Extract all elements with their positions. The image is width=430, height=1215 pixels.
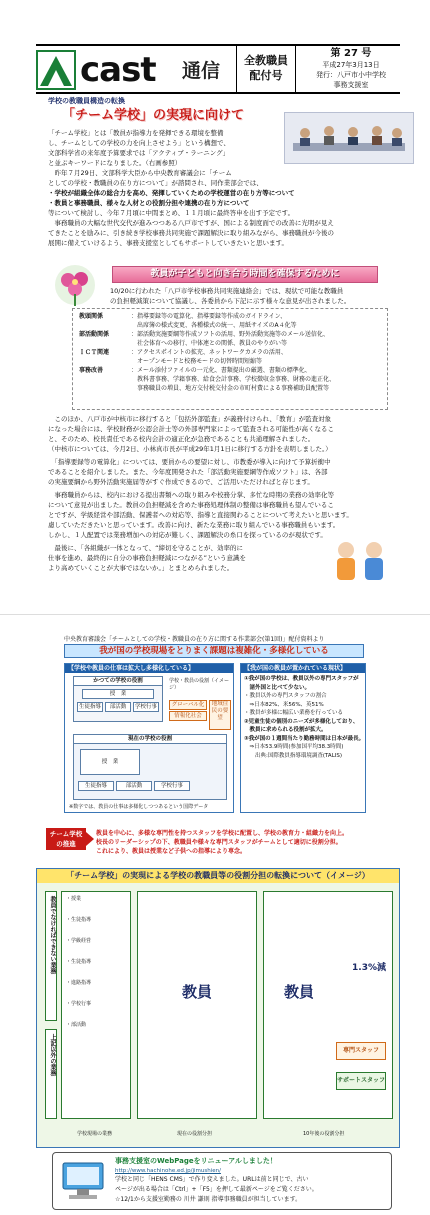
diagram2 — [36, 868, 400, 1148]
right-line: 出典:国際教員指導環境調査(TALIS) — [244, 752, 343, 759]
diagram1-left-panel — [64, 663, 234, 813]
table-row — [79, 366, 381, 375]
old-role-label: かつての学校の役割 — [74, 677, 162, 686]
old-teach-label: 授 業 — [82, 689, 154, 699]
row-key: ＩＣＴ関連 — [79, 349, 110, 356]
issue-number: 第 27 号 — [330, 48, 372, 59]
body-line: の実施要綱から野外活動実施届等がすぐ作成できるので、ご活用いただければと存じます。 — [48, 478, 314, 486]
team-line: 教員を中心に、多様な専門性を持つスタッフを学校に配置し、学校の教育力・組織力を向上。 — [96, 830, 349, 837]
intro-line: 10/20に行われた「八戸市学校事務共同実施連絡会」では、現状で可能な教職員 — [110, 287, 344, 295]
site-url-link[interactable]: http://www.hachinohe.ed.jp/jimushien/ — [115, 1168, 221, 1174]
col-other-tasks: 上記以外の業務 — [45, 1029, 57, 1119]
task-item: ・生徒指導 — [66, 917, 92, 923]
body-line: と、そのため、校長責任である校内会計の適正化が急務であることも共通理解されました。 — [48, 435, 315, 443]
issue-date: 平成27年3月13日 — [322, 61, 380, 69]
row-key — [79, 375, 131, 384]
row-value: ：アクセスポイントの拡充、ネットワークカメラの活用、 — [131, 349, 287, 356]
team-label-1: チーム学校 — [49, 830, 83, 838]
publisher: 発行：八戸市小中学校 — [316, 71, 386, 79]
article1-title: 「チーム学校」の実現に向けて — [62, 108, 245, 123]
old-life-label: 生徒指導 — [78, 704, 101, 710]
notice-line: 学校と同じ「HENS CMS」で作り変えました。URLは前と同じで、古い — [115, 1176, 309, 1183]
tag-globalization: グローバル化 — [169, 700, 207, 710]
row-key: 部活動関係 — [79, 331, 110, 338]
foot-label-current: 現在の役割分担 — [177, 1131, 213, 1137]
table-row — [79, 321, 381, 330]
row-value: ：部活動実施要綱等作成ソフトの活用、野外活動実施等のメール送信化、 — [131, 331, 329, 338]
old-events-label: 学校行事 — [134, 704, 157, 710]
article1-line: ・教員と事務職員、様々な人材との役割分担や連携の在り方について — [48, 199, 250, 207]
row-value: オープンモードと校務モードの切替時間短縮等 — [131, 358, 262, 365]
row-value: 事務職員の増員、地方交付税交付金の市町村費による事務補助員配置等 — [131, 385, 330, 392]
row-key — [79, 321, 131, 330]
notice-line: ☆12/1から支援室勤務の 川井 謙則 指導事務職員が担当しています。 — [115, 1196, 302, 1203]
now-events-label: 学校行事 — [154, 781, 190, 791]
article1-line: としての学校・教職員の在り方について」が諮問され、同作業部会では、 — [48, 179, 263, 187]
article1-line: 文部科学省の来年度予算要求では「アクティブ・ラーニング」 — [48, 149, 230, 157]
article1-line: 「チーム学校」とは「教員が指導力を発揮できる環境を整備 — [48, 129, 224, 137]
table-row — [79, 357, 381, 366]
role-side-label: 学校・教員の役割（イメージ） — [169, 678, 229, 691]
page-divider — [0, 614, 430, 615]
notice-title: 事務支援室のWebPageをリニューアルしました！ — [115, 1157, 277, 1165]
row-key — [79, 339, 131, 348]
right-line: ⇒日本53.9時間(参加国平均38.3時間) — [244, 744, 344, 750]
old-role-box — [73, 676, 163, 722]
task-item: ・学校行事 — [66, 1001, 92, 1007]
diagram2-title: 「チーム学校」の実現による学校の教職員等の役割分担の転換について（イメージ） — [37, 869, 399, 883]
body-line: しかし、１人配置では業務増加への対応が難しく、課題解決の糸口を探っているのが現状です。 — [48, 531, 327, 539]
article1-subtitle: 学校の教職員構造の転換 — [48, 97, 125, 105]
row-value: ：メール添付ファイルの一元化、書類提出の厳選、書類の標準化、 — [131, 367, 311, 374]
publisher-2: 事務支援室 — [333, 81, 369, 89]
now-role-label: 現在の学校の役割 — [74, 735, 226, 744]
table-row — [79, 384, 381, 393]
task-item: ・部活動 — [66, 1022, 87, 1028]
row-value: ：指導要録等の電算化、指導要録等作成のガイドライン、 — [131, 313, 287, 320]
row-value: 教科書事務、学籍事務、給食会計事務、学校徴収金事務、財務の進正化、 — [131, 376, 336, 383]
diagram1-caption: 中央教育審議会「チームとしての学校・教職員の在り方に関する作業部会(第1回)」配付資料より — [64, 636, 325, 643]
diagram1-title: 我が国の学校現場をとりまく課題は複雑化・多様化している — [64, 644, 364, 658]
current-roles — [137, 891, 257, 1119]
article1-line: 昨年７月29日、文部科学大臣から中央教育審議会に「チーム — [48, 169, 232, 177]
team-school-text — [96, 829, 348, 856]
right-line: ②児童生徒の個別のニーズが多様化しており、 — [244, 718, 359, 725]
task-list — [61, 891, 131, 1119]
diagram1-right-panel — [240, 663, 366, 813]
intro-line: の負担軽減策について協議し、各委員から下記に示す様々な意見が出されました。 — [110, 297, 351, 305]
table-row — [79, 330, 381, 339]
brand-name: cast — [80, 50, 156, 90]
reduction-rate: 1.3%減 — [352, 963, 386, 973]
right-line: ・教員が多様に幅広い業務を行っている — [244, 710, 344, 716]
future-teacher-label: 教員 — [284, 983, 315, 1001]
people-illustration-icon — [326, 536, 396, 586]
row-value: 出席簿の様式変更、各種様式の統一、用紙サイズのA４化等 — [131, 322, 297, 329]
body-line: より高めていくことが大事ではないか。」とまとめられました。 — [48, 564, 234, 572]
body-line: 事務職員からは、校内における提出書類への取り組みや校務分掌、多忙な時期の業務の効率化等 — [48, 491, 334, 499]
right-line: ①我が国の学校は、教員以外の専門スタッフが — [244, 676, 359, 682]
article2-title: 教員が子どもと向き合う時間を確保するために — [112, 266, 378, 283]
right-line: ⇒日本82%、米56%、英51% — [244, 701, 324, 708]
task-item: ・生徒指導 — [66, 959, 92, 965]
body-line: について意見が出ました。教員の負担軽減を含めた事務処理体制の整備は事務職員も望んでいるこ — [48, 501, 334, 509]
right-panel-head: 【我が国の教員が置かれている現状】 — [241, 664, 365, 673]
tag-community: 地域住民の要望 — [209, 700, 231, 730]
article1-line: 等について検討し、今年７月頃に中間まとめ、１１月頃に最終答申を出す予定です。 — [48, 209, 295, 217]
body-line: 「指導要録等の電算化」については、要員からの要望に対し、市教委が導入に向けて予算折衝中 — [48, 458, 331, 466]
article1-body — [48, 128, 334, 248]
article1-line: 展開に備えていけるよう、事務支援室としてもサポートしていきたいと思います。 — [48, 239, 288, 247]
body-line: であることを紹介しました。また、今年度開発された「部活動実施要綱等作成ソフト」は、各部 — [48, 468, 328, 476]
table-row — [79, 312, 381, 321]
body-line: （中核市については、今月2日、小林真市長が平成29年1月1日に移行する方針を表明しました。） — [48, 445, 332, 453]
article1-line: と並ぶキーワードになりました。（右画参照） — [48, 159, 182, 167]
issue-kind-line2: 配付号 — [249, 69, 283, 82]
right-line: 諸外国と比べて少ない。 — [244, 684, 311, 691]
issue-info — [302, 47, 400, 90]
article1-line: し、チームとしての学校の力を向上させよう」という構想で、 — [48, 139, 230, 147]
tag-information: 情報化社会 — [169, 711, 207, 721]
webpage-notice — [52, 1152, 392, 1210]
flower-icon — [48, 262, 102, 308]
table-row — [79, 375, 381, 384]
future-roles — [263, 891, 393, 1119]
article1-line: てきたことを励みに、引き続き学校事務共同実施で課題解決に取り組みながら、事務職員が今後の — [48, 229, 334, 237]
cast-logo-icon — [36, 50, 76, 90]
body-line: このほか、八戸市が中核市に移行すると「包括外部監査」が義務付けられ、「教育」が監査対象 — [48, 415, 332, 423]
foot-label-future: 10年後の役割分担 — [303, 1131, 345, 1137]
article2-intro — [110, 286, 350, 306]
now-role-box — [73, 734, 227, 800]
article2-body — [48, 414, 353, 573]
left-panel-head: 【学校や教員の仕事は拡大し多様化している】 — [65, 664, 233, 673]
article1-line: 事務職員の大幅な世代交代が進みつつある八戸市ですが、国による制度面での改善に光明が見え — [48, 219, 334, 227]
team-line: これにより、教員は授業など子供への指導により専念。 — [96, 848, 247, 855]
task-item: ・進路指導 — [66, 980, 92, 986]
body-line: 慮していただきたいと思っています。改善に向け、新たな業務に取り組んでいる事務職員もいます。 — [48, 521, 340, 529]
table-row — [79, 348, 381, 357]
row-key — [79, 384, 131, 393]
task-item: ・学級経営 — [66, 938, 92, 944]
issue-kind-line1: 全教職員 — [244, 54, 288, 67]
body-line: になった場合には、学校財務が公認会計士等の外部専門家によって監査される可能性が高くなるこ — [48, 425, 334, 433]
row-key: 教頭関係 — [79, 313, 104, 320]
col-teacher-only: 教員でなければできない業務 — [45, 891, 57, 1021]
row-value: 社会体育への移行、中体連との関係、教員のやりがい等 — [131, 340, 288, 347]
right-panel-body — [241, 673, 365, 762]
table-row — [79, 339, 381, 348]
diagram1-note: ※数字では、教員の仕事は多様化しつつあるという国際データ — [69, 804, 209, 810]
now-teach-label: 授 業 — [80, 749, 140, 775]
current-teacher-label: 教員 — [181, 983, 212, 1001]
notice-line: ページが出る場合は「Ctrl」+「F5」を押して最新ページをご覧ください。 — [115, 1186, 318, 1193]
row-key: 事務改善 — [79, 367, 104, 374]
opinion-table — [72, 308, 388, 410]
row-key — [79, 357, 131, 366]
task-item: ・授業 — [66, 896, 82, 902]
specialist-staff-label: 専門スタッフ — [336, 1042, 386, 1060]
body-line: とですが、学級経営や部活動、保護者への対応等、指導と直接関わることについて考えたいと思います。 — [48, 511, 353, 519]
computer-icon — [59, 1159, 109, 1203]
right-line: 教員に求められる役割が拡大。 — [244, 727, 327, 733]
team-label-2: の推進 — [56, 840, 76, 848]
team-school-label — [46, 828, 86, 850]
brand-subtitle: 通信 — [182, 60, 221, 82]
support-staff-label: サポートスタッフ — [336, 1072, 386, 1090]
old-club-label: 部活動 — [105, 702, 131, 712]
article1-line: ・学校が組織全体の総合力を高め、発揮していくための学校運営の在り方等について — [48, 189, 295, 197]
right-line: ・教員以外の専門スタッフの割合 — [244, 693, 327, 699]
issue-kind — [236, 46, 296, 92]
now-club-label: 部活動 — [116, 781, 152, 791]
team-line: 校長のリーダーシップの下、教職員や様々な専門スタッフがチームとして適切に役割分担。 — [96, 839, 342, 846]
now-life-label: 生徒指導 — [78, 781, 114, 791]
foot-label-tasks: 学校現場の業務 — [77, 1131, 113, 1137]
right-line: ③我が国の１週間当たり勤務時間は日本が最長。 — [244, 735, 365, 742]
arrow-right-icon — [86, 832, 94, 846]
masthead — [36, 44, 400, 94]
body-line: 仕事を進め、最終的に自分の事務負担軽減につながる”という意識を — [48, 554, 246, 562]
body-line: 最後に、「各組織が一体となって、“締切を守ることが、効率的に — [48, 544, 243, 552]
